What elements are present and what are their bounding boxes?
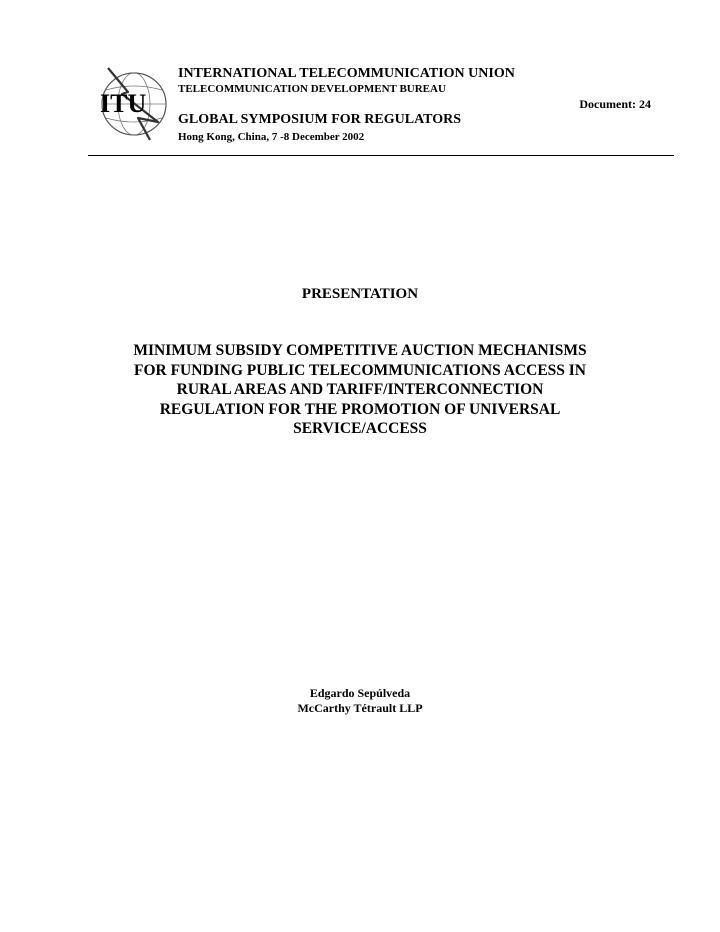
title-line: FOR FUNDING PUBLIC TELECOMMUNICATIONS ACCESS IN bbox=[134, 361, 586, 379]
author-block bbox=[0, 686, 720, 716]
symposium-name: GLOBAL SYMPOSIUM FOR REGULATORS bbox=[178, 112, 462, 127]
title-line: REGULATION FOR THE PROMOTION OF UNIVERSAL bbox=[159, 400, 561, 418]
title-line: MINIMUM SUBSIDY COMPETITIVE AUCTION MECHANISMS bbox=[133, 342, 587, 359]
document-number: Document: 24 bbox=[579, 97, 651, 111]
document-title bbox=[90, 341, 630, 439]
title-line: SERVICE/ACCESS bbox=[293, 420, 427, 437]
bureau-name: TELECOMMUNICATION DEVELOPMENT BUREAU bbox=[178, 83, 446, 95]
itu-logo-icon bbox=[98, 64, 174, 144]
author-name: Edgardo Sepúlveda bbox=[309, 686, 411, 700]
organization-name: INTERNATIONAL TELECOMMUNICATION UNION bbox=[178, 66, 515, 81]
header-divider bbox=[88, 155, 674, 156]
location-date: Hong Kong, China, 7 -8 December 2002 bbox=[178, 131, 365, 143]
author-affiliation: McCarthy Tétrault LLP bbox=[297, 701, 423, 715]
svg-text:ITU: ITU bbox=[100, 89, 147, 118]
presentation-label: PRESENTATION bbox=[301, 286, 419, 302]
title-line: RURAL AREAS AND TARIFF/INTERCONNECTION bbox=[176, 381, 544, 398]
